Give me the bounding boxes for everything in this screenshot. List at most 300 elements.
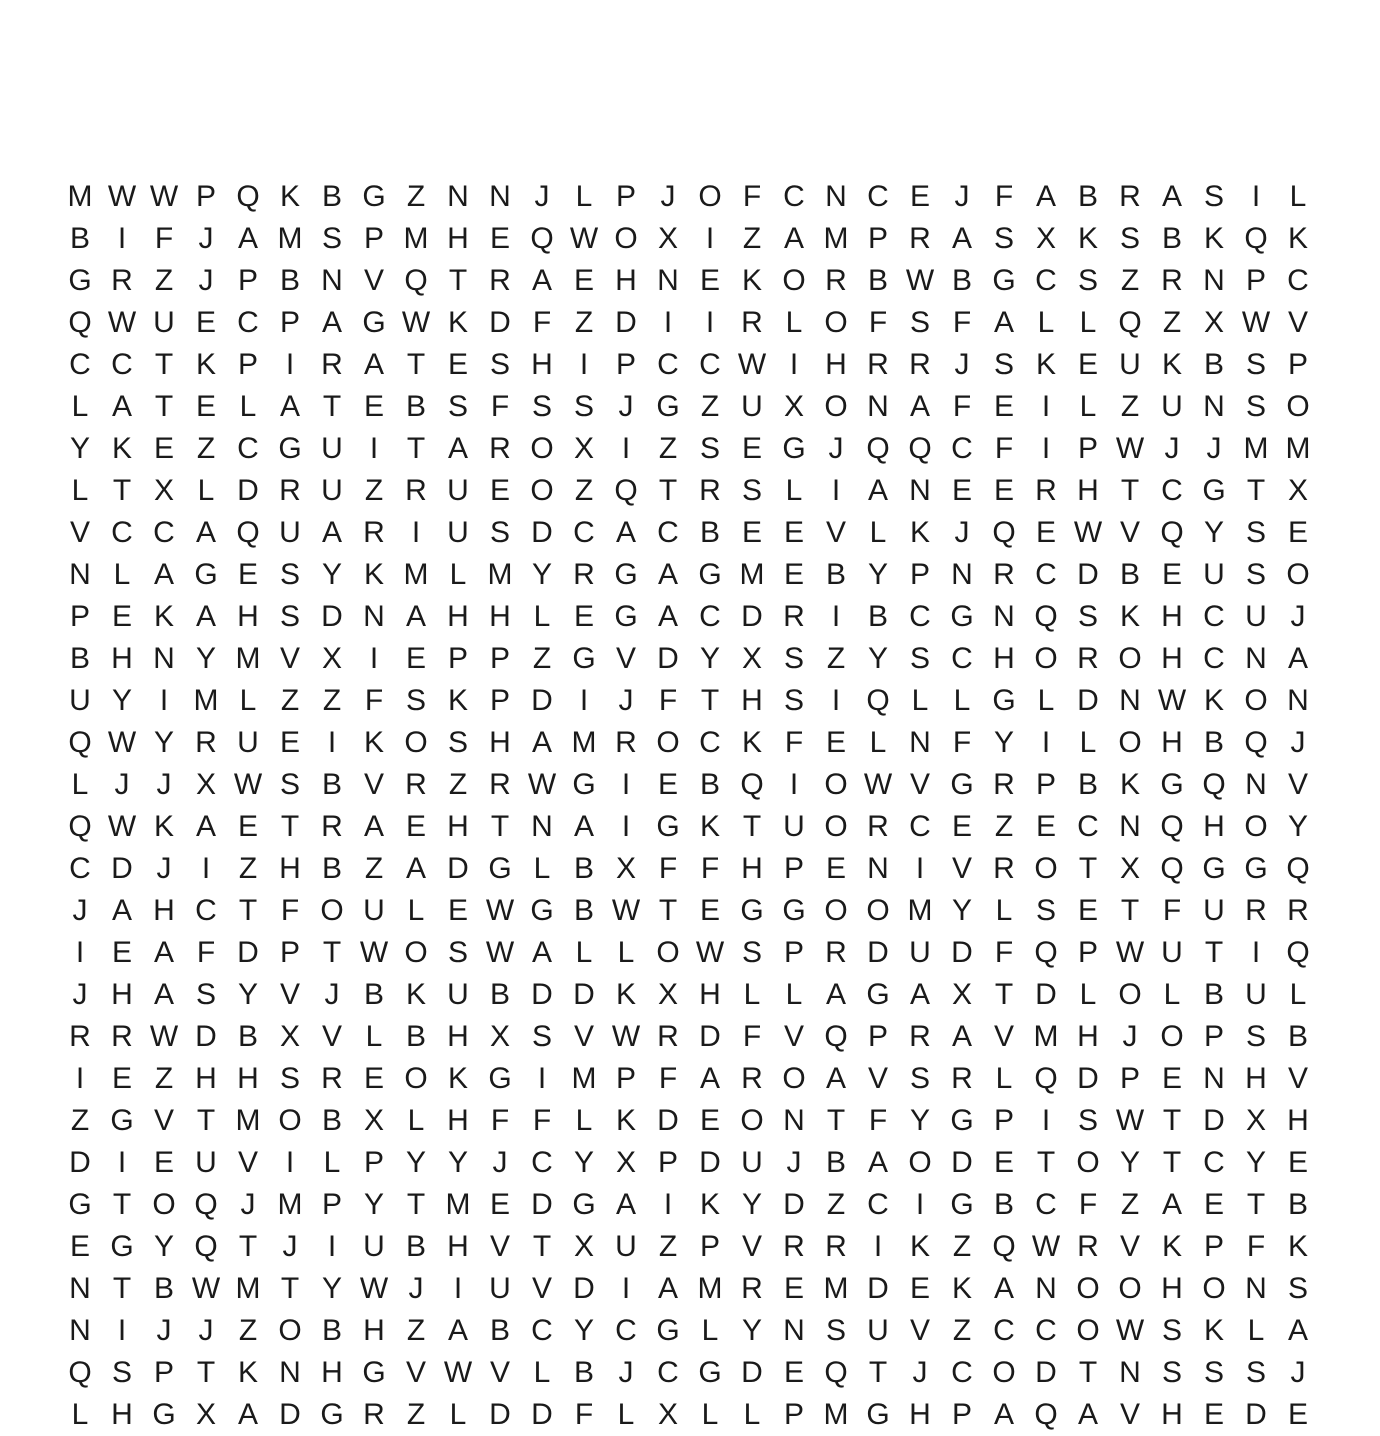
grid-letter: K — [1119, 768, 1140, 801]
grid-letter: C — [111, 516, 133, 549]
grid-letter: V — [825, 516, 846, 549]
grid-row — [59, 1016, 1319, 1058]
grid-letter: R — [825, 1230, 847, 1263]
grid-letter: G — [110, 1104, 134, 1137]
grid-letter: W — [611, 894, 641, 927]
grid-letter: I — [1041, 390, 1051, 423]
grid-letter: W — [485, 936, 515, 969]
grid-letter: H — [489, 600, 511, 633]
grid-letter: H — [1245, 1062, 1267, 1095]
grid-letter: S — [279, 600, 300, 633]
grid-letter: T — [1036, 1146, 1056, 1179]
grid-letter: C — [237, 432, 259, 465]
grid-letter: G — [740, 894, 764, 927]
grid-letter: S — [1245, 1356, 1266, 1389]
grid-letter: E — [741, 432, 762, 465]
grid-letter: N — [69, 1272, 91, 1305]
grid-letter: E — [1287, 1146, 1308, 1179]
grid-letter: Y — [741, 1188, 762, 1221]
grid-letter: W — [107, 306, 137, 339]
grid-letter: Y — [1245, 1146, 1266, 1179]
grid-letter: J — [156, 768, 172, 801]
grid-letter: C — [1035, 1314, 1057, 1347]
grid-letter: M — [571, 1062, 597, 1095]
grid-letter: H — [615, 264, 637, 297]
grid-letter: K — [1161, 348, 1182, 381]
grid-letter: C — [867, 1188, 889, 1221]
grid-letter: L — [1247, 1314, 1265, 1347]
grid-letter: L — [743, 978, 761, 1011]
grid-letter: G — [572, 1188, 596, 1221]
grid-letter: Q — [1286, 936, 1310, 969]
grid-letter: Z — [1120, 390, 1140, 423]
grid-letter: D — [531, 684, 553, 717]
grid-letter: I — [117, 1314, 127, 1347]
grid-letter: O — [1202, 1272, 1226, 1305]
grid-letter: B — [993, 1188, 1014, 1221]
grid-letter: A — [279, 390, 300, 423]
grid-letter: C — [1203, 642, 1225, 675]
grid-letter: J — [198, 1314, 214, 1347]
grid-letter: A — [825, 978, 846, 1011]
grid-letter: S — [489, 348, 510, 381]
grid-letter: S — [1035, 894, 1056, 927]
grid-letter: R — [825, 264, 847, 297]
grid-letter: M — [571, 726, 597, 759]
grid-letter: Q — [530, 222, 554, 255]
grid-letter: N — [657, 264, 679, 297]
grid-letter: T — [1162, 1104, 1182, 1137]
grid-letter: V — [909, 1314, 930, 1347]
grid-letter: C — [531, 1314, 553, 1347]
grid-letter: O — [992, 1356, 1016, 1389]
grid-letter: Z — [364, 852, 384, 885]
grid-letter: M — [697, 1272, 723, 1305]
grid-row — [59, 428, 1319, 470]
grid-letter: C — [699, 348, 721, 381]
grid-letter: B — [825, 1146, 846, 1179]
grid-letter: I — [831, 600, 841, 633]
grid-letter: J — [72, 894, 88, 927]
grid-letter: Q — [992, 516, 1016, 549]
grid-letter: B — [321, 852, 342, 885]
grid-letter: D — [237, 474, 259, 507]
grid-letter: B — [489, 1314, 510, 1347]
grid-letter: G — [992, 264, 1016, 297]
grid-letter: J — [492, 1146, 508, 1179]
grid-letter: V — [1287, 768, 1308, 801]
grid-letter: Z — [406, 1398, 426, 1431]
grid-letter: B — [405, 1020, 426, 1053]
grid-letter: V — [783, 1020, 804, 1053]
grid-letter: B — [489, 978, 510, 1011]
grid-letter: Z — [364, 474, 384, 507]
grid-letter: B — [825, 558, 846, 591]
grid-letter: J — [156, 1314, 172, 1347]
grid-letter: S — [531, 1020, 552, 1053]
grid-letter: M — [235, 642, 261, 675]
grid-letter: R — [405, 768, 427, 801]
grid-letter: T — [1162, 1146, 1182, 1179]
grid-letter: S — [447, 726, 468, 759]
grid-letter: C — [69, 852, 91, 885]
grid-letter: E — [1035, 516, 1056, 549]
grid-letter: J — [408, 1272, 424, 1305]
grid-letter: Q — [1034, 1062, 1058, 1095]
grid-row — [59, 1184, 1319, 1226]
grid-letter: G — [1160, 768, 1184, 801]
grid-letter: W — [527, 768, 557, 801]
grid-letter: K — [447, 684, 468, 717]
grid-letter: G — [110, 1230, 134, 1263]
grid-letter: L — [1079, 726, 1097, 759]
grid-letter: X — [951, 978, 972, 1011]
grid-letter: Y — [153, 726, 174, 759]
grid-letter: S — [279, 1062, 300, 1095]
grid-letter: Q — [740, 768, 764, 801]
grid-letter: M — [1243, 432, 1269, 465]
grid-letter: G — [572, 642, 596, 675]
grid-letter: K — [1077, 222, 1098, 255]
grid-letter: U — [321, 474, 343, 507]
grid-letter: X — [321, 642, 342, 675]
grid-letter: Z — [448, 768, 468, 801]
grid-letter: X — [741, 642, 762, 675]
grid-letter: D — [111, 852, 133, 885]
grid-letter: H — [1161, 1398, 1183, 1431]
grid-letter: U — [741, 390, 763, 423]
grid-letter: K — [237, 1356, 258, 1389]
grid-letter: J — [114, 768, 130, 801]
grid-letter: S — [1077, 1104, 1098, 1137]
grid-letter: R — [993, 558, 1015, 591]
grid-letter: N — [1245, 1272, 1267, 1305]
grid-letter: P — [993, 1104, 1014, 1137]
grid-letter: L — [743, 1398, 761, 1431]
grid-letter: P — [153, 1356, 174, 1389]
grid-letter: H — [1077, 1020, 1099, 1053]
grid-letter: D — [867, 936, 889, 969]
grid-letter: D — [783, 1188, 805, 1221]
grid-letter: A — [405, 852, 426, 885]
grid-letter: R — [993, 768, 1015, 801]
grid-letter: R — [657, 1020, 679, 1053]
grid-letter: R — [615, 726, 637, 759]
grid-letter: H — [531, 348, 553, 381]
grid-letter: Z — [658, 1230, 678, 1263]
grid-letter: K — [447, 1062, 468, 1095]
grid-letter: R — [363, 1398, 385, 1431]
grid-letter: D — [531, 1188, 553, 1221]
grid-letter: T — [322, 936, 342, 969]
grid-letter: V — [741, 1230, 762, 1263]
grid-letter: K — [153, 600, 174, 633]
grid-letter: A — [783, 222, 804, 255]
grid-row — [59, 386, 1319, 428]
grid-letter: U — [447, 516, 469, 549]
grid-letter: L — [701, 1314, 719, 1347]
grid-letter: N — [1035, 1272, 1057, 1305]
grid-letter: Q — [236, 516, 260, 549]
grid-letter: G — [572, 768, 596, 801]
grid-letter: Z — [154, 264, 174, 297]
grid-letter: R — [867, 348, 889, 381]
grid-letter: B — [1203, 978, 1224, 1011]
grid-letter: D — [1077, 558, 1099, 591]
grid-letter: E — [573, 264, 594, 297]
grid-letter: E — [1287, 1398, 1308, 1431]
grid-letter: W — [443, 1356, 473, 1389]
grid-letter: I — [831, 474, 841, 507]
grid-letter: W — [359, 936, 389, 969]
grid-letter: Z — [238, 852, 258, 885]
grid-letter: O — [1118, 726, 1142, 759]
grid-letter: M — [487, 558, 513, 591]
grid-letter: W — [107, 810, 137, 843]
grid-letter: O — [1160, 1020, 1184, 1053]
grid-letter: R — [111, 264, 133, 297]
grid-letter: F — [658, 852, 678, 885]
grid-letter: O — [782, 1062, 806, 1095]
grid-letter: E — [111, 1062, 132, 1095]
grid-letter: V — [1119, 1398, 1140, 1431]
grid-letter: T — [1246, 474, 1266, 507]
grid-letter: F — [532, 1104, 552, 1137]
grid-letter: G — [530, 894, 554, 927]
grid-letter: H — [1161, 726, 1183, 759]
grid-letter: U — [615, 1230, 637, 1263]
grid-letter: B — [321, 1314, 342, 1347]
grid-letter: M — [445, 1188, 471, 1221]
grid-letter: Y — [447, 1146, 468, 1179]
grid-letter: V — [363, 264, 384, 297]
grid-letter: E — [951, 474, 972, 507]
grid-letter: I — [1251, 936, 1261, 969]
grid-letter: N — [1245, 768, 1267, 801]
grid-letter: E — [699, 264, 720, 297]
grid-letter: X — [363, 1104, 384, 1137]
grid-letter: O — [740, 1104, 764, 1137]
grid-letter: P — [1245, 264, 1266, 297]
grid-letter: G — [950, 1104, 974, 1137]
grid-letter: Y — [363, 1188, 384, 1221]
grid-letter: L — [617, 1398, 635, 1431]
grid-letter: G — [488, 1062, 512, 1095]
grid-letter: O — [824, 768, 848, 801]
grid-letter: A — [657, 1272, 678, 1305]
grid-letter: L — [1037, 684, 1055, 717]
grid-letter: A — [615, 1188, 636, 1221]
grid-letter: B — [405, 390, 426, 423]
grid-letter: W — [1031, 1230, 1061, 1263]
grid-letter: N — [1119, 1356, 1141, 1389]
grid-letter: U — [1245, 978, 1267, 1011]
grid-letter: L — [575, 1104, 593, 1137]
grid-letter: K — [405, 978, 426, 1011]
grid-letter: T — [1078, 1356, 1098, 1389]
grid-letter: K — [1287, 222, 1308, 255]
grid-letter: Q — [194, 1188, 218, 1221]
grid-letter: W — [191, 1272, 221, 1305]
grid-letter: Q — [1244, 222, 1268, 255]
grid-letter: V — [867, 1062, 888, 1095]
grid-letter: E — [405, 642, 426, 675]
grid-letter: N — [825, 180, 847, 213]
grid-letter: S — [1245, 348, 1266, 381]
grid-letter: N — [69, 558, 91, 591]
grid-letter: J — [72, 978, 88, 1011]
grid-letter: N — [69, 1314, 91, 1347]
grid-letter: I — [411, 516, 421, 549]
grid-letter: E — [1161, 558, 1182, 591]
grid-letter: U — [1119, 348, 1141, 381]
grid-letter: U — [741, 1146, 763, 1179]
grid-letter: H — [447, 810, 469, 843]
grid-letter: P — [657, 1146, 678, 1179]
grid-letter: C — [951, 1356, 973, 1389]
grid-letter: F — [742, 180, 762, 213]
grid-letter: Y — [867, 642, 888, 675]
grid-letter: U — [195, 1146, 217, 1179]
grid-letter: L — [449, 558, 467, 591]
grid-letter: A — [153, 936, 174, 969]
grid-letter: S — [1245, 558, 1266, 591]
grid-letter: Q — [404, 264, 428, 297]
grid-letter: T — [406, 348, 426, 381]
grid-letter: D — [867, 1272, 889, 1305]
grid-letter: R — [195, 726, 217, 759]
grid-letter: D — [489, 1398, 511, 1431]
grid-letter: B — [69, 222, 90, 255]
grid-letter: T — [196, 1104, 216, 1137]
grid-letter: X — [657, 1398, 678, 1431]
grid-row — [59, 1226, 1319, 1268]
grid-letter: R — [1077, 642, 1099, 675]
grid-letter: W — [1157, 684, 1187, 717]
grid-letter: D — [531, 516, 553, 549]
grid-row — [59, 638, 1319, 680]
grid-letter: A — [447, 1314, 468, 1347]
grid-letter: R — [1119, 180, 1141, 213]
grid-letter: Q — [1244, 726, 1268, 759]
grid-letter: T — [1078, 852, 1098, 885]
grid-letter: P — [363, 1146, 384, 1179]
grid-letter: M — [235, 1272, 261, 1305]
grid-letter: T — [448, 264, 468, 297]
grid-letter: R — [1287, 894, 1309, 927]
grid-letter: F — [994, 180, 1014, 213]
grid-letter: C — [657, 516, 679, 549]
grid-letter: A — [153, 978, 174, 1011]
grid-letter: I — [1041, 1104, 1051, 1137]
grid-letter: A — [195, 810, 216, 843]
grid-row — [59, 1310, 1319, 1352]
grid-letter: J — [828, 432, 844, 465]
grid-letter: O — [824, 810, 848, 843]
grid-letter: W — [1115, 1314, 1145, 1347]
grid-letter: O — [1244, 810, 1268, 843]
grid-letter: W — [863, 768, 893, 801]
grid-letter: E — [69, 1230, 90, 1263]
grid-letter: Z — [154, 1062, 174, 1095]
grid-letter: R — [867, 810, 889, 843]
grid-letter: P — [783, 852, 804, 885]
grid-letter: W — [149, 1020, 179, 1053]
grid-letter: Z — [742, 222, 762, 255]
grid-letter: V — [1119, 1230, 1140, 1263]
grid-letter: D — [951, 1146, 973, 1179]
grid-letter: L — [113, 558, 131, 591]
grid-letter: M — [823, 1398, 849, 1431]
grid-letter: M — [823, 1272, 849, 1305]
grid-letter: B — [321, 1104, 342, 1137]
grid-letter: U — [321, 432, 343, 465]
grid-letter: E — [1287, 516, 1308, 549]
grid-letter: Z — [1120, 264, 1140, 297]
grid-letter: E — [447, 348, 468, 381]
grid-letter: G — [362, 306, 386, 339]
grid-letter: W — [485, 894, 515, 927]
grid-letter: K — [195, 348, 216, 381]
grid-letter: Z — [322, 684, 342, 717]
grid-letter: K — [741, 726, 762, 759]
grid-letter: T — [742, 810, 762, 843]
grid-letter: P — [363, 222, 384, 255]
grid-letter: W — [905, 264, 935, 297]
grid-letter: T — [406, 432, 426, 465]
grid-letter: L — [533, 852, 551, 885]
grid-letter: D — [657, 642, 679, 675]
grid-letter: B — [1077, 180, 1098, 213]
grid-letter: A — [657, 600, 678, 633]
grid-letter: B — [1203, 348, 1224, 381]
grid-letter: A — [111, 390, 132, 423]
grid-letter: P — [615, 1062, 636, 1095]
grid-letter: M — [907, 894, 933, 927]
grid-letter: X — [279, 1020, 300, 1053]
grid-letter: T — [1246, 1188, 1266, 1221]
grid-letter: A — [405, 600, 426, 633]
grid-letter: E — [237, 810, 258, 843]
grid-letter: X — [1035, 222, 1056, 255]
grid-letter: C — [867, 180, 889, 213]
grid-letter: J — [198, 222, 214, 255]
grid-letter: O — [1076, 1272, 1100, 1305]
grid-letter: A — [321, 516, 342, 549]
grid-letter: U — [363, 894, 385, 927]
grid-letter: O — [278, 1104, 302, 1137]
grid-letter: H — [489, 726, 511, 759]
grid-letter: L — [449, 1398, 467, 1431]
grid-letter: R — [909, 1020, 931, 1053]
grid-letter: X — [195, 1398, 216, 1431]
grid-letter: N — [1119, 684, 1141, 717]
grid-letter: D — [447, 852, 469, 885]
grid-letter: E — [825, 726, 846, 759]
grid-letter: C — [573, 516, 595, 549]
grid-letter: T — [406, 1188, 426, 1221]
grid-letter: V — [405, 1356, 426, 1389]
grid-letter: Z — [70, 1104, 90, 1137]
grid-letter: I — [117, 222, 127, 255]
grid-letter: N — [951, 558, 973, 591]
grid-letter: S — [1077, 600, 1098, 633]
grid-letter: G — [68, 264, 92, 297]
grid-letter: I — [873, 1230, 883, 1263]
grid-letter: R — [69, 1020, 91, 1053]
grid-letter: R — [741, 1062, 763, 1095]
grid-letter: D — [741, 1356, 763, 1389]
